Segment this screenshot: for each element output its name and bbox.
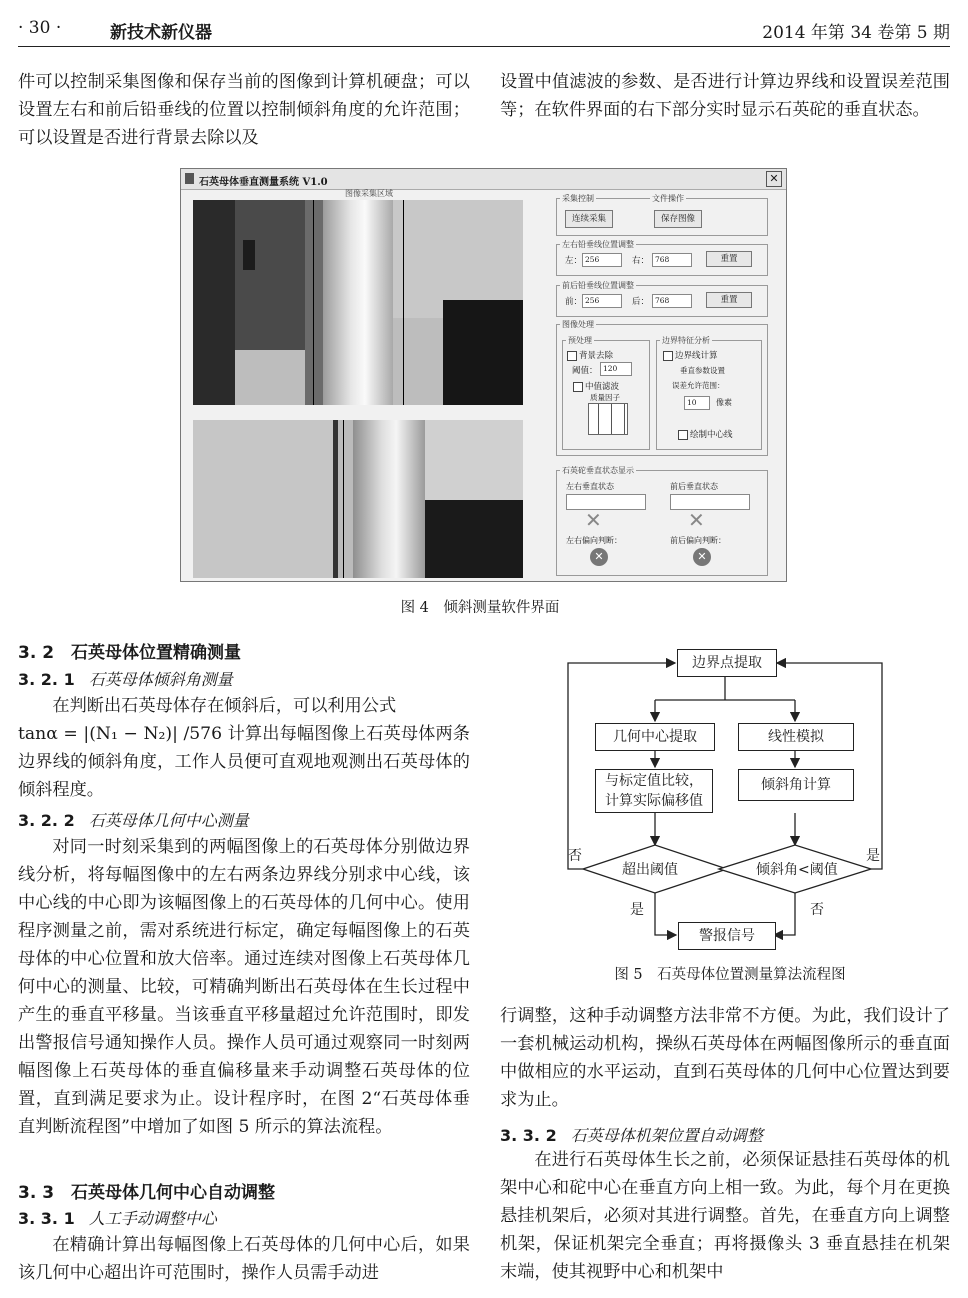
lr-reset-button[interactable]: 重置 [706, 251, 752, 267]
para-3-3-1-continued: 行调整，这种手动调整方法非常不方便。为此，我们设计了一套机械运动机构，操纵石英母体在两幅图像所示的垂直面中做相应的水平运动，直到石英母体的几何中心位置达到要求为止。 [500, 1006, 950, 1110]
quality-factor-label: 质量因子 [590, 393, 620, 402]
lr-judge-label: 左右偏向判断： [566, 536, 622, 545]
vertical-status-label: 石英砣垂直状态显示 [562, 466, 634, 475]
save-image-button[interactable]: 保存图像 [654, 210, 702, 228]
window-titlebar [181, 169, 786, 190]
lr-plumb-group-label: 左右铅垂线位置调整 [562, 240, 634, 249]
node-center-extract: 几何中心提取 [595, 723, 715, 751]
acquisition-group-label: 采集控制 [562, 194, 594, 203]
journal-name: 新技术新仪器 [110, 23, 212, 43]
fb-front-label: 前： [565, 297, 583, 307]
label-yes-bottom: 是 [630, 902, 644, 918]
error-range-spinbox[interactable]: 10 [684, 396, 710, 410]
fb-judge-label: 前后偏向判断： [670, 536, 726, 545]
para-3-2-1-b: tanα = |(N₁ − N₂)| /576 计算出每幅图像上石英母体两条边界线的倾斜角度，工作人员便可直观地观测出石英母体的倾斜程度。 [18, 724, 470, 800]
section-3-3-1-heading: 3. 3. 1 人工手动调整中心 [18, 1209, 217, 1228]
quality-factor-grid[interactable] [588, 403, 628, 435]
image-area-label: 图像采集区域 [345, 189, 393, 198]
checkbox-icon [567, 351, 577, 361]
lr-status-field [566, 494, 646, 510]
section-3-2-heading: 3. 2 石英母体位置精确测量 [18, 643, 242, 663]
file-group-label: 文件操作 [652, 194, 684, 203]
error-unit-label: 像素 [716, 398, 732, 407]
para-3-2-2: 对同一时刻采集到的两幅图像上的石英母体分别做边界线分析，将每幅图像中的左右两条边界线分别求中心线，该中心线的中心即为该幅图像上的石英母体的几何中心。使用程序测量之前，需对系统进行标定，确定每幅图像上的石英母体的中心位置和放大倍率。通过连续对图像上石英母体几何中心的测量、比较，可精确判断出石英母体在生长过程中产生的垂直平移量。当该垂直平移量超过允许范围时，即发出警报信号通知操作人员。操作人员可通过观察同一时刻两幅图像上石英母体的垂直偏移量来手动调整石英母体的位置，直到满足要求为止。设计程序时，在图 2“石英母体垂直判断流程图”中增加了如图 5 所示的算法流程。 [18, 837, 470, 1137]
para-3-2-1-a: 在判断出石英母体存在倾斜后，可以利用公式 [52, 696, 397, 716]
para-3-3-2: 在进行石英母体生长之前，必须保证悬挂石英母体的机架中心和砣中心在垂直方向上相一致。为此，每个月在更换悬挂机架后，必须对其进行调整。首先，在垂直方向上调整机架，保证机架完全垂直；再将摄像头 3 垂直悬挂在机架末端，使其视野中心和机架中 [500, 1150, 950, 1282]
image-processing-label: 图像处理 [562, 320, 594, 329]
para-3-3-1: 在精确计算出每幅图像上石英母体的几何中心后，如果该几何中心超出许可范围时，操作人员需手动进 [18, 1235, 470, 1283]
lr-status-label: 左右垂直状态 [566, 482, 614, 491]
fb-status-label: 前后垂直状态 [670, 482, 718, 491]
section-3-3-2-heading: 3. 3. 2 石英母体机架位置自动调整 [500, 1126, 763, 1145]
bg-remove-checkbox[interactable]: 背景去除 [567, 349, 613, 361]
node-edge-extract: 边界点提取 [677, 649, 777, 677]
app-icon [185, 173, 194, 184]
figure-5-caption: 图 5 石英母体位置测量算法流程图 [614, 967, 846, 983]
threshold-label: 阈值： [572, 366, 598, 376]
lr-left-spinbox[interactable]: 256 [582, 253, 622, 267]
section-3-3-heading: 3. 3 石英母体几何中心自动调整 [18, 1183, 276, 1203]
figure-4-caption: 图 4 倾斜测量软件界面 [400, 600, 560, 616]
lr-left-label: 左： [565, 256, 583, 266]
fb-cross-icon: ✕ [688, 508, 705, 532]
label-no-bottom: 否 [810, 902, 824, 918]
intro-right-paragraph: 设置中值滤波的参数、是否进行计算边界线和设置误差范围等；在软件界面的右下部分实时显示石英砣的垂直状态。 [500, 72, 950, 120]
node-linear-fit: 线性模拟 [738, 723, 854, 751]
lr-right-spinbox[interactable]: 768 [652, 253, 692, 267]
fb-front-spinbox[interactable]: 256 [582, 294, 622, 308]
label-no-left: 否 [568, 848, 582, 864]
node-angle-calc: 倾斜角计算 [738, 769, 854, 801]
lr-right-label: 右： [632, 256, 650, 266]
checkbox-icon [663, 351, 673, 361]
fb-status-field [670, 494, 750, 510]
issue-info: 2014 年第 34 卷第 5 期 [762, 23, 950, 43]
camera-image-bottom [193, 420, 523, 578]
camera-image-top [193, 200, 523, 405]
close-icon[interactable]: ✕ [766, 171, 782, 187]
vert-params-label: 垂直参数设置 [680, 366, 725, 375]
draw-center-checkbox[interactable]: 绘制中心线 [678, 428, 733, 440]
threshold-spinbox[interactable]: 120 [600, 362, 632, 376]
fb-status-indicator-icon: ✕ [693, 548, 711, 566]
checkbox-icon [573, 382, 583, 392]
preprocess-label: 预处理 [568, 336, 592, 345]
decision-angle-threshold: 倾斜角<阈值 [756, 862, 838, 878]
node-compare: 与标定值比较， 计算实际偏移值 [595, 769, 713, 813]
node-alarm: 警报信号 [678, 922, 776, 950]
section-3-2-1-heading: 3. 2. 1 石英母体倾斜角测量 [18, 670, 233, 689]
fb-reset-button[interactable]: 重置 [706, 292, 752, 308]
section-3-2-2-heading: 3. 2. 2 石英母体几何中心测量 [18, 811, 249, 830]
running-header [18, 0, 950, 47]
decision-exceed-threshold: 超出阈值 [622, 862, 678, 878]
edge-calc-checkbox[interactable]: 边界线计算 [663, 349, 718, 361]
median-filter-checkbox[interactable]: 中值滤波 [573, 380, 619, 392]
fb-back-label: 后： [632, 297, 650, 307]
flowchart [560, 645, 890, 950]
page-number: · 30 · [18, 18, 62, 38]
lr-cross-icon: ✕ [585, 508, 602, 532]
lr-status-indicator-icon: ✕ [590, 548, 608, 566]
intro-left-paragraph: 件可以控制采集图像和保存当前的图像到计算机硬盘；可以设置左右和前后铅垂线的位置以控制倾斜角度的允许范围；可以设置是否进行背景去除以及 [18, 72, 470, 148]
fb-plumb-group-label: 前后铅垂线位置调整 [562, 281, 634, 290]
window-title: 石英母体垂直测量系统 V1.0 [199, 177, 328, 188]
error-range-label: 误差允许范围： [672, 381, 725, 390]
edge-analysis-label: 边界特征分析 [662, 336, 710, 345]
checkbox-icon [678, 430, 688, 440]
fb-back-spinbox[interactable]: 768 [652, 294, 692, 308]
label-yes-right: 是 [866, 848, 880, 864]
continuous-capture-button[interactable]: 连续采集 [565, 210, 613, 228]
